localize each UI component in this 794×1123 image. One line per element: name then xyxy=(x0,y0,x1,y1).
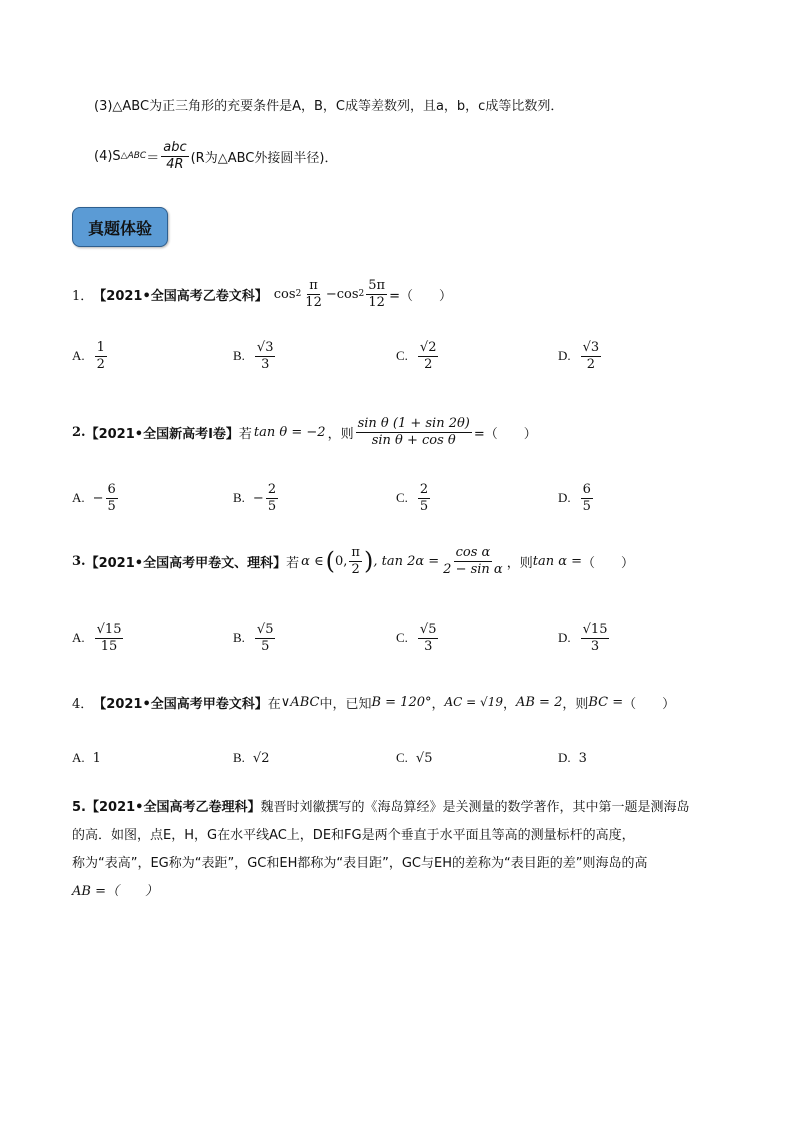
option-value: √5 xyxy=(415,750,433,766)
option-label: A. xyxy=(72,630,85,645)
fraction-denominator: 2 − sin α xyxy=(443,561,503,577)
fraction-denominator: 2 xyxy=(96,356,105,372)
q5-line-2: 的高．如图，点E，H，G在水平线AC上，DE和FG是两个垂直于水平面且等高的测量标杆的高度， xyxy=(72,828,635,843)
q2-fraction xyxy=(356,417,472,447)
fraction-numerator: 2 xyxy=(267,481,277,497)
option-fraction xyxy=(266,483,278,513)
q3-tail: （ ） xyxy=(582,555,635,571)
option-label: B. xyxy=(233,750,245,765)
q1-sup-b: 2 xyxy=(358,289,365,299)
intro-line-4-prefix: (4)S xyxy=(94,148,121,164)
fraction-numerator: √3 xyxy=(256,339,274,355)
fraction-numerator: 6 xyxy=(582,481,591,497)
q3-text-b: ，则 xyxy=(506,555,533,571)
option-label: D. xyxy=(558,348,571,363)
q5-line-3: 称为“表高”，EG称为“表距”，GC和EH都称为“表目距”，GC与EH的差称为“表目距的差”则海岛的高 xyxy=(72,856,648,871)
question-number: 3. xyxy=(72,553,86,569)
option-label: C. xyxy=(396,750,408,765)
fraction-denominator: 12 xyxy=(305,294,322,310)
q3-interval-open: ( xyxy=(325,547,336,575)
q2-option-b[interactable] xyxy=(233,478,280,518)
q3-fraction xyxy=(441,546,505,576)
q4-option-c[interactable] xyxy=(396,746,432,770)
question-3 xyxy=(72,540,634,582)
q4-option-b[interactable] xyxy=(233,746,269,770)
question-5 xyxy=(72,794,732,906)
intro-line-4-equals: ＝ xyxy=(146,150,160,166)
intro-line-4-suffix: (R为△ABC外接圆半径)． xyxy=(190,150,338,166)
q2-option-d[interactable] xyxy=(558,478,595,518)
question-4 xyxy=(72,690,675,714)
q5-line-4: AB =（ ） xyxy=(72,884,158,899)
option-label: B. xyxy=(233,490,245,505)
fraction-denominator: 5 xyxy=(261,638,270,654)
fraction-numerator: 1 xyxy=(96,339,105,355)
q4-option-d[interactable] xyxy=(558,746,587,770)
q1-option-b[interactable] xyxy=(233,336,277,376)
q3-interval-left: 0, xyxy=(335,553,348,569)
q3-option-c[interactable] xyxy=(396,616,440,660)
fraction-denominator: 3 xyxy=(424,638,433,654)
q4-text-a: 在 xyxy=(267,696,281,712)
question-source: 【2021•全国高考甲卷文科】 xyxy=(93,696,268,712)
fraction-denominator: 12 xyxy=(368,294,385,310)
fraction-numerator: √3 xyxy=(582,339,600,355)
question-number: 1． xyxy=(72,288,94,304)
option-fraction xyxy=(255,341,276,371)
q2-text-b: ，则 xyxy=(327,426,354,442)
q1-tail: =（ ） xyxy=(389,288,452,304)
fraction-numerator: √2 xyxy=(419,339,437,355)
q2-tail: =（ ） xyxy=(473,426,537,442)
q4-sep-1: ， xyxy=(431,696,445,712)
q1-cos-a: cos xyxy=(273,286,296,302)
q1-option-a[interactable] xyxy=(72,336,109,376)
option-fraction xyxy=(418,483,430,513)
fraction-denominator: 5 xyxy=(267,498,277,514)
question-2 xyxy=(72,412,537,452)
q3-text-a: 若 xyxy=(286,555,300,571)
q1-option-c[interactable] xyxy=(396,336,440,376)
option-value: 3 xyxy=(578,750,587,766)
option-label: C. xyxy=(396,490,408,505)
option-sign: − xyxy=(92,490,104,506)
option-label: B. xyxy=(233,630,245,645)
fraction-denominator: 5 xyxy=(419,498,429,514)
question-source: 【2021•全国高考乙卷文科】 xyxy=(93,288,268,304)
fraction-denominator: 15 xyxy=(100,638,118,654)
q1-fraction-2 xyxy=(366,279,387,309)
fraction-numerator: π xyxy=(309,277,318,293)
option-sign: − xyxy=(252,490,264,506)
option-label: C. xyxy=(396,348,408,363)
q2-condition: tan θ = −2 xyxy=(253,424,326,440)
q3-tan-2alpha: , tan 2α = xyxy=(373,553,440,569)
fraction-denominator: 2 xyxy=(424,356,433,372)
option-fraction xyxy=(418,341,439,371)
option-label: A. xyxy=(72,750,85,765)
question-source: 【2021•全国高考乙卷理科】 xyxy=(85,800,261,815)
option-label: D. xyxy=(558,630,571,645)
intro-line-4-subscript: △ABC xyxy=(120,151,147,161)
option-fraction xyxy=(106,483,118,513)
q4-text-c: ，则 xyxy=(562,696,589,712)
fraction-denominator: 4R xyxy=(166,156,184,172)
option-label: B. xyxy=(233,348,245,363)
fraction-numerator: 5π xyxy=(368,277,386,293)
q4-text-b: 中，已知 xyxy=(319,696,372,712)
section-badge: 真题体验 xyxy=(72,207,168,247)
q2-option-a[interactable] xyxy=(72,478,120,518)
option-fraction xyxy=(581,341,602,371)
option-fraction xyxy=(95,341,107,371)
option-label: D. xyxy=(558,490,571,505)
q1-cos-b: cos xyxy=(336,286,359,302)
fraction-numerator: √15 xyxy=(582,621,608,637)
fraction-numerator: 6 xyxy=(107,481,116,497)
q4-triangle: ∨ABC xyxy=(280,694,320,710)
intro-line-4 xyxy=(94,138,337,174)
option-fraction xyxy=(418,623,439,653)
q4-ab: AB = 2 xyxy=(515,694,563,710)
q1-option-d[interactable] xyxy=(558,336,603,376)
question-1 xyxy=(72,276,452,312)
option-fraction xyxy=(581,623,610,653)
fraction-numerator: abc xyxy=(163,139,187,155)
q4-ac: AC = √19 xyxy=(444,695,503,709)
q4-sep-2: ， xyxy=(502,696,516,712)
q4-tail: （ ） xyxy=(623,696,676,712)
q3-option-d[interactable] xyxy=(558,616,611,660)
intro-line-3 xyxy=(94,94,563,114)
fraction-numerator: sin θ (1 + sin 2θ) xyxy=(357,415,470,431)
q3-option-a[interactable] xyxy=(72,616,125,660)
q3-ask: tan α = xyxy=(532,553,583,569)
question-number: 2. xyxy=(72,424,86,440)
q3-pi-fraction xyxy=(349,546,362,576)
option-fraction xyxy=(255,623,276,653)
option-value: 1 xyxy=(92,750,101,766)
fraction-numerator: cos α xyxy=(455,544,491,560)
fraction-denominator: sin θ + cos θ xyxy=(371,432,456,448)
question-source: 【2021•全国高考甲卷文、理科】 xyxy=(85,555,287,571)
option-fraction xyxy=(581,483,593,513)
q3-alpha-in: α ∈ xyxy=(301,553,324,569)
option-label: A. xyxy=(72,348,85,363)
fraction-numerator: √5 xyxy=(256,621,274,637)
intro-line-3-text: (3)△ABC为正三角形的充要条件是A，B，C成等差数列，且a，b，c成等比数列． xyxy=(94,98,564,114)
q3-option-b[interactable] xyxy=(233,616,277,660)
q4-option-a[interactable] xyxy=(72,746,101,770)
q3-interval-close: ) xyxy=(363,547,374,575)
fraction-denominator: 5 xyxy=(582,498,591,514)
fraction-denominator: 3 xyxy=(590,638,600,654)
fraction-denominator: 5 xyxy=(107,498,116,514)
fraction-numerator: √15 xyxy=(96,621,122,637)
fraction-denominator: 3 xyxy=(261,356,270,372)
question-source: 【2021•全国新高考Ⅰ卷】 xyxy=(85,426,239,442)
q4-bc: BC = xyxy=(588,694,624,710)
fraction-numerator: √5 xyxy=(419,621,437,637)
q2-option-c[interactable] xyxy=(396,478,432,518)
option-label: D. xyxy=(558,750,571,765)
option-label: A. xyxy=(72,490,85,505)
question-number: 5. xyxy=(72,800,86,815)
intro-line-4-fraction xyxy=(161,141,188,171)
q1-fraction-1 xyxy=(303,279,324,309)
q2-text-a: 若 xyxy=(238,426,252,442)
fraction-numerator: π xyxy=(351,544,360,560)
option-fraction xyxy=(95,623,124,653)
q1-minus: − xyxy=(325,286,337,302)
question-number: 4． xyxy=(72,696,94,712)
fraction-numerator: 2 xyxy=(419,481,429,497)
q5-line-1-text: 魏晋时刘徽撰写的《海岛算经》是关测量的数学著作，其中第一题是测海岛 xyxy=(260,800,690,815)
fraction-denominator: 2 xyxy=(586,356,596,372)
option-value: √2 xyxy=(252,750,270,766)
q4-angle-b: B = 120° xyxy=(371,694,432,710)
q5-line-1 xyxy=(72,794,732,822)
option-label: C. xyxy=(396,630,408,645)
q1-sup-a: 2 xyxy=(295,289,302,299)
fraction-denominator: 2 xyxy=(351,561,360,577)
